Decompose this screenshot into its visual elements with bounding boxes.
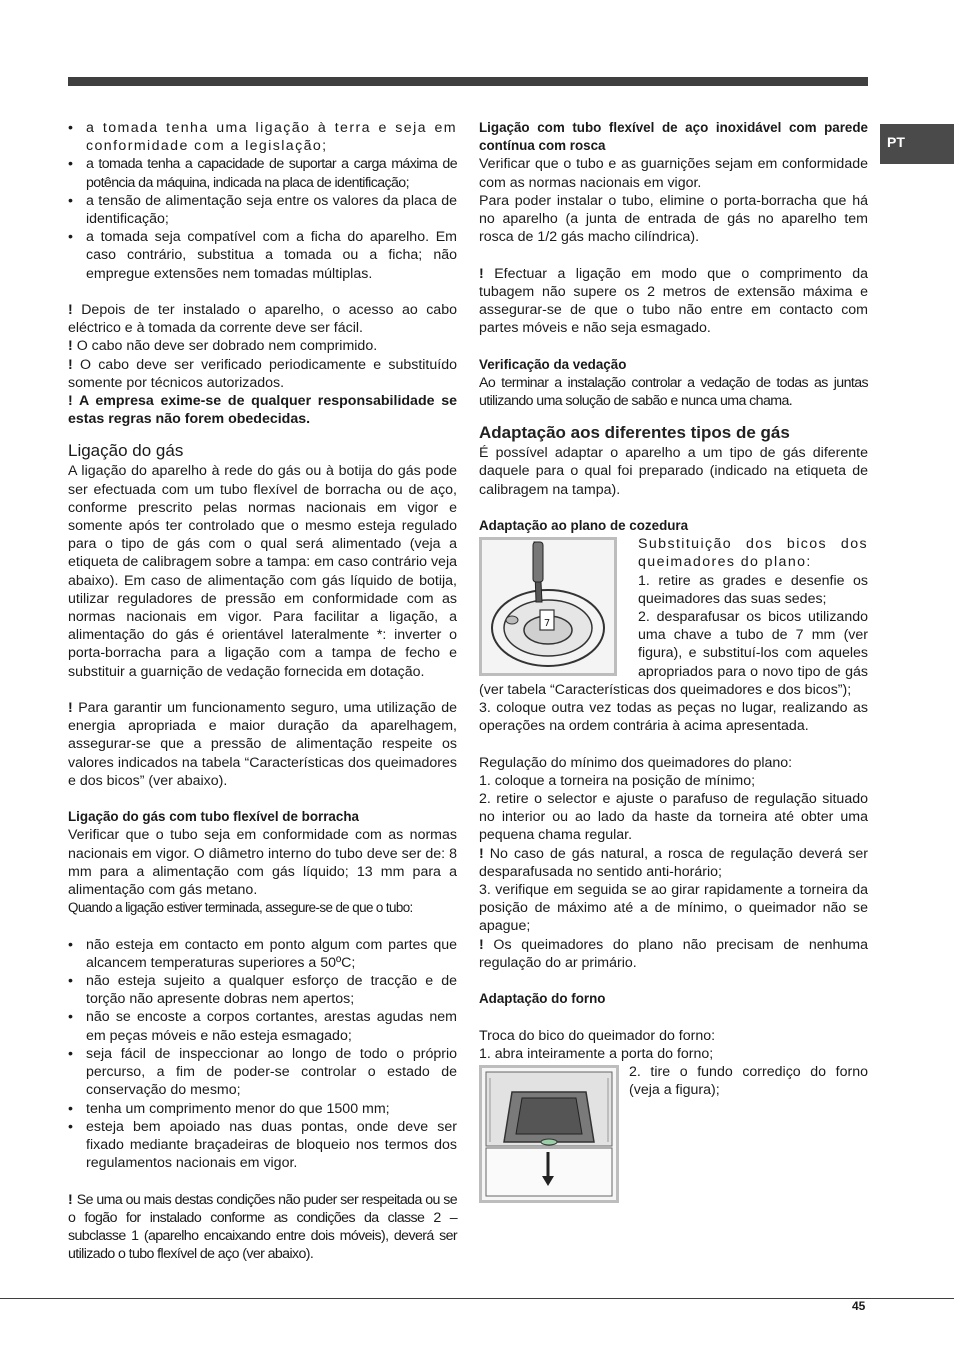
hob-step-2: 2. desparafusar os bicos utilizando uma chave a tubo de 7 mm (ver figura), e substituí-los com aqueles apropriados para o novo tipo de gás (ver tabela “Características dos queimadores e dos bicos”); [479,609,868,698]
right-column [479,119,868,1205]
oven-adaptation-title: Adaptação do forno [479,991,606,1007]
list-item: • seja fácil de inspeccionar ao longo de todo o próprio percurso, a fim de poder-se controlar o estado de conservação do mesmo; [68,1045,457,1100]
min-adjust-step-2: 2. retire o selector e ajuste o parafuso de regulação situado no interior ou ao lado da haste da torneira até obter uma pequena chama regular. [479,791,868,844]
burner-nozzle-illustration [482,540,614,673]
rubber-hose-intro: Quando a ligação estiver terminada, assegure-se de que o tubo: [68,900,413,916]
list-item: • a tomada seja compatível com a ficha do aparelho. Em caso contrário, substitua a tomada ou a ficha; não empregue extensões nem tomadas múltiplas. [68,228,457,283]
exclamation-icon: ! [68,356,73,373]
wrench-size-label: 7 [543,618,551,630]
cable-warning-2: ! O cabo não deve ser dobrado nem comprimido. [68,338,378,355]
list-item: • a tomada tenha uma ligação à terra e seja em conformidade com a legislação; [68,119,457,155]
footer-rule [0,1298,954,1299]
list-item: • não esteja sujeito a qualquer esforço de tracção e de torção não apresente dobras nem apertos; [68,972,457,1008]
hob-adaptation-title: Adaptação ao plano de cozedura [479,518,689,534]
list-item: • a tensão de alimentação seja entre os valores da placa de identificação; [68,192,457,228]
min-adjust-step-3: 3. verifique em seguida se ao girar rapidamente a torneira da posição de máximo até a de mínimo, o queimador não se apague; [479,882,868,935]
seal-check-paragraph: Ao terminar a instalação controlar a vedação de todas as juntas utilizando uma solução de sabão e nunca uma chama. [479,374,868,410]
gas-adaptation-paragraph: É possível adaptar o aparelho a um tipo de gás diferente daquele para o qual foi preparado (indicado na etiqueta de calibragem na tampa). [479,445,868,498]
steel-hose-requirement: ! Se uma ou mais destas condições não puder ser respeitada ou se o fogão for instalado conforme as condições da classe 2 – subclasse 1 (aparelho encaixando entre dois móveis), deverá ser utilizado o tubo flexível de aço (ver abaixo). [68,1191,457,1263]
nozzle-wrench-figure [479,537,617,676]
cable-warning-3: ! O cabo deve ser verificado periodicamente e substituído somente por técnicos autorizados. [68,356,457,391]
min-adjust-warning-2: ! Os queimadores do plano não precisam de nenhuma regulação do ar primário. [479,936,868,971]
left-column [68,119,457,1263]
language-tab: PT [880,124,954,164]
min-adjust-intro: Regulação do mínimo dos queimadores do plano: [479,754,793,771]
gas-adaptation-title: Adaptação aos diferentes tipos de gás [479,423,790,443]
oven-step-2: 2. tire o fundo corrediço do forno (veja a figura); [629,1064,868,1099]
exclamation-icon: ! [479,265,484,282]
hob-step-intro: Substituição dos bicos dos queimadores do plano: [638,536,868,571]
seal-check-title: Verificação da vedação [479,356,627,372]
exclamation-icon: ! [68,1191,73,1208]
top-rule [68,77,868,86]
exclamation-icon: ! [68,393,73,410]
steel-hose-title: Ligação com tubo flexível de aço inoxidável com parede contínua com rosca [479,120,868,154]
exclamation-icon: ! [68,302,73,319]
gas-connection-paragraph: A ligação do aparelho à rede do gás ou à botija do gás pode ser efectuada com um tubo flexível de borracha ou de aço, conforme prescrito pelas normas nacionais em vigor e somente após ter controlado que o mesmo esteja regulado para o tipo de gás com o qual será alimentado (veja a etiqueta de calibragem sobre a tampa: em caso contrário veja abaixo). Em caso de alimentação com gás líquido de botija, utilizar reguladores de pressão em conformidade com as normas nacionais em vigor. Para facilitar a ligação, a alimentação do gás é orientável lateralmente *: inverter o porta-borracha para a ligação com a tampa de fecho e substituir a guarnição de vedação fornecida em dotação. [68,463,457,680]
steel-hose-paragraph-2: Para poder instalar o tubo, elimine o porta-borracha que há no aparelho (a junta de entrada de gás no aparelho tem rosca de 1/2 gás macho cilíndrica). [479,192,868,246]
socket-requirements-list [68,119,457,283]
hob-step-3: 3. coloque outra vez todas as peças no lugar, realizando as operações na ordem contrária à acima apresentada. [479,700,868,735]
rubber-hose-title: Ligação do gás com tubo flexível de borracha [68,809,359,825]
cable-warning-4: ! A empresa exime-se de qualquer responsabilidade se estas regras não forem obedecidas. [68,393,457,428]
hob-step-1: 1. retire as grades e desenfie os queimadores das suas sedes; [638,572,868,607]
min-adjust-warning: ! No caso de gás natural, a rosca de regulação deverá ser desparafusada no sentido anti-horário; [479,845,868,880]
gas-connection-title: Ligação do gás [68,441,184,461]
exclamation-icon: ! [479,845,484,862]
min-adjust-step-1: 1. coloque a torneira na posição de mínimo; [479,772,756,789]
hose-conditions-list [68,936,457,1173]
list-item: • não esteja em contacto em ponto algum com partes que alcancem temperaturas superiores a 50ºC; [68,936,457,972]
oven-bottom-figure [479,1065,619,1203]
list-item: • tenha um comprimento menor do que 1500 mm; [68,1100,457,1118]
list-item: • não se encoste a corpos cortantes, arestas agudas nem em peças móveis e não esteja esmagado; [68,1008,457,1044]
steel-hose-warning: ! Efectuar a ligação em modo que o comprimento da tubagem não supere os 2 metros de extensão máxima e assegurar-se de que o tubo não entre em contacto com partes móveis e não seja esmagado. [479,265,868,337]
exclamation-icon: ! [68,338,73,355]
oven-step-intro: Troca do bico do queimador do forno: [479,1027,716,1044]
exclamation-icon: ! [68,700,73,717]
page-number: 45 [852,1299,866,1313]
list-item: • esteja bem apoiado nas duas pontas, onde deve ser fixado mediante braçadeiras de bloqueio nos termos dos regulamentos nacionais em vigor. [68,1118,457,1173]
rubber-hose-paragraph: Verificar que o tubo seja em conformidade com as normas nacionais em vigor. O diâmetro interno do tubo deve ser de: 8 mm para a alimentação com gás líquido; 13 mm para a alimentação com gás metano. [68,827,457,899]
oven-drawer-illustration [482,1068,616,1200]
exclamation-icon: ! [479,936,484,953]
steel-hose-paragraph-1: Verificar que o tubo e as guarnições sejam em conformidade com as normas nacionais em vigor. [479,156,868,191]
list-item: • a tomada tenha a capacidade de suportar a carga máxima de potência da máquina, indicada na placa de identificação; [68,155,457,191]
oven-step-1: 1. abra inteiramente a porta do forno; [479,1045,714,1062]
cable-warning-1: ! Depois de ter instalado o aparelho, o acesso ao cabo eléctrico e à tomada da corrente deve ser fácil. [68,302,457,337]
gas-pressure-warning: ! Para garantir um funcionamento seguro, uma utilização de energia apropriada e maior duração da aparelhagem, assegurar-se que a pressão de alimentação respeite os valores indicados na tabela “Características dos queimadores e dos bicos” (ver abaixo). [68,700,457,789]
